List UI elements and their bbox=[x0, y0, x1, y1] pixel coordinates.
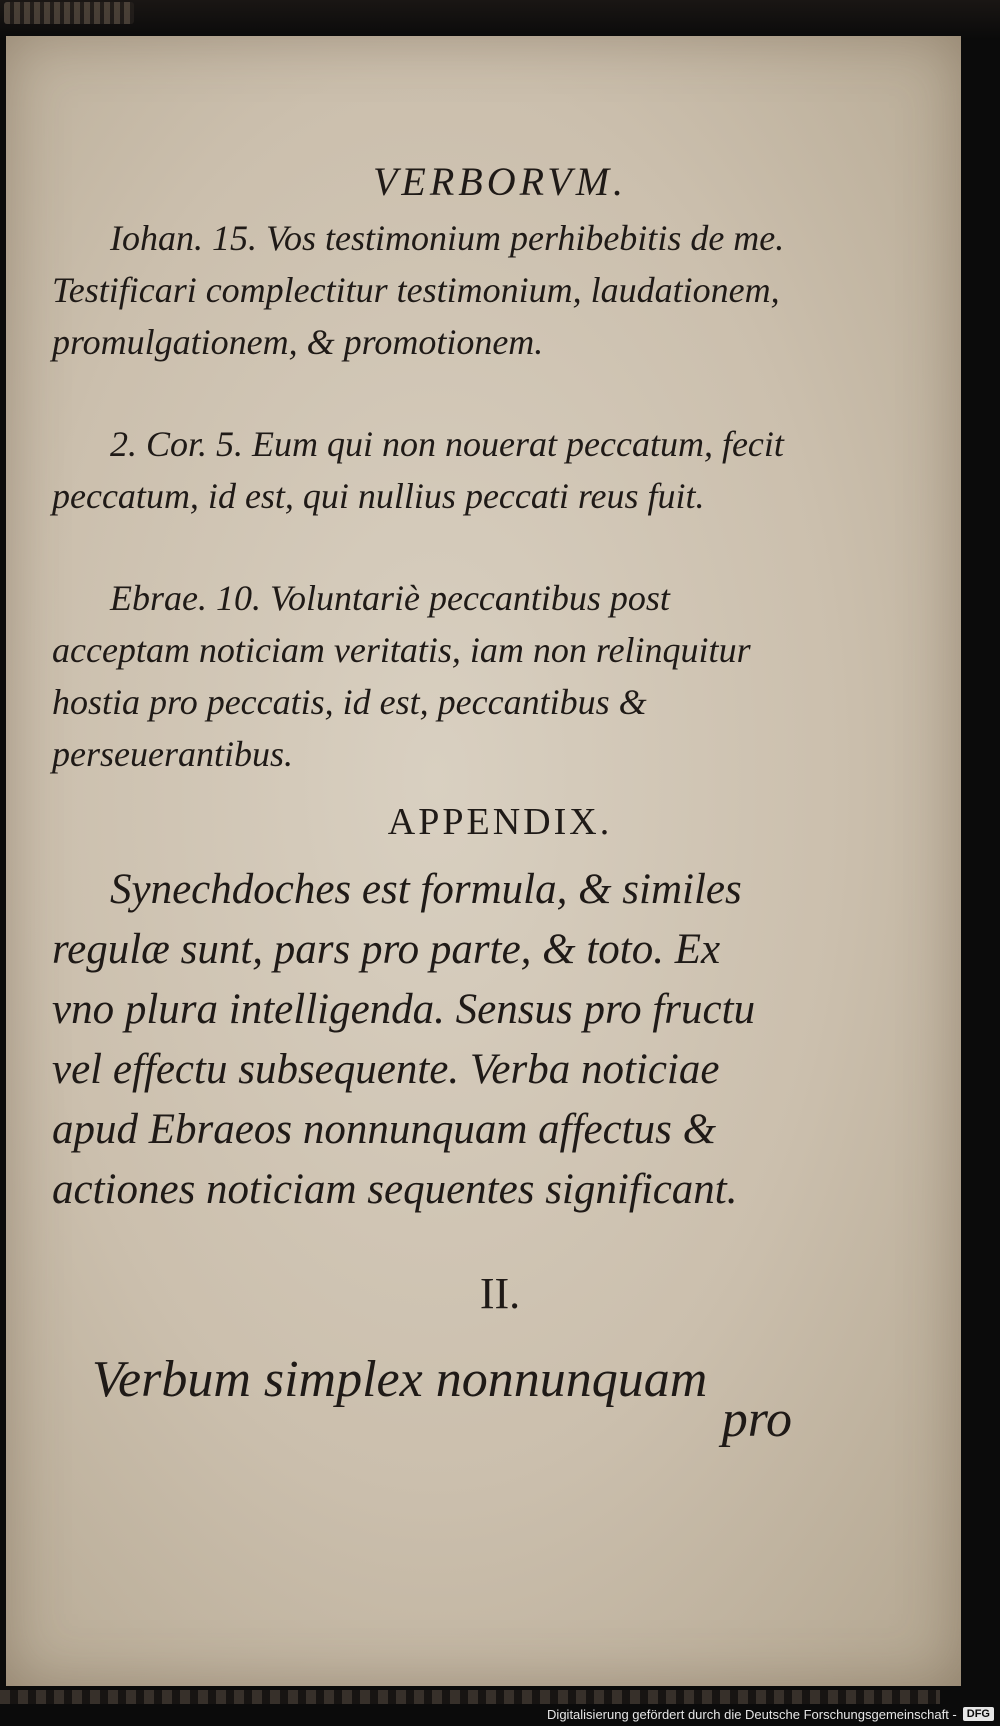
running-head: VERBORVM. bbox=[372, 159, 628, 204]
paragraph-hebrews: Ebrae. 10. Voluntariè peccantibus post acceptam noticiam veritatis, iam non relinquitur hostia pro peccatis, id est, peccantibus & perseuerantibus. bbox=[52, 578, 751, 774]
binding-bottom bbox=[0, 1690, 940, 1704]
rule-text: Verbum simplex nonnunquam bbox=[92, 1351, 708, 1408]
section-title: APPENDIX. bbox=[387, 801, 613, 843]
catchword: pro bbox=[721, 1391, 792, 1448]
book-binding-top bbox=[0, 0, 1000, 40]
digitization-footer bbox=[547, 1704, 994, 1724]
footer-text: Digitalisierung gefördert durch die Deutsche Forschungsgemeinschaft - bbox=[547, 1706, 957, 1722]
rule-number: II. bbox=[479, 1269, 521, 1318]
paragraph-corinthians: 2. Cor. 5. Eum qui non nouerat peccatum, fecit peccatum, id est, qui nullius peccati reus fuit. bbox=[52, 424, 784, 516]
binding-ornament bbox=[4, 2, 134, 24]
dfg-logo: DFG bbox=[963, 1707, 994, 1721]
appendix-paragraph: Synechdoches est formula, & similes regulæ sunt, pars pro parte, & toto. Ex vno plura intelligenda. Sensus pro fructu vel effectu subsequente. Verba noticiae apud Ebraeos nonnunquam affectus & actiones noticiam sequentes significant. bbox=[52, 866, 756, 1213]
paragraph-john: Iohan. 15. Vos testimonium perhibebitis de me. Testificari complectitur testimonium, laudationem, promulgationem, & promotionem. bbox=[52, 218, 785, 362]
